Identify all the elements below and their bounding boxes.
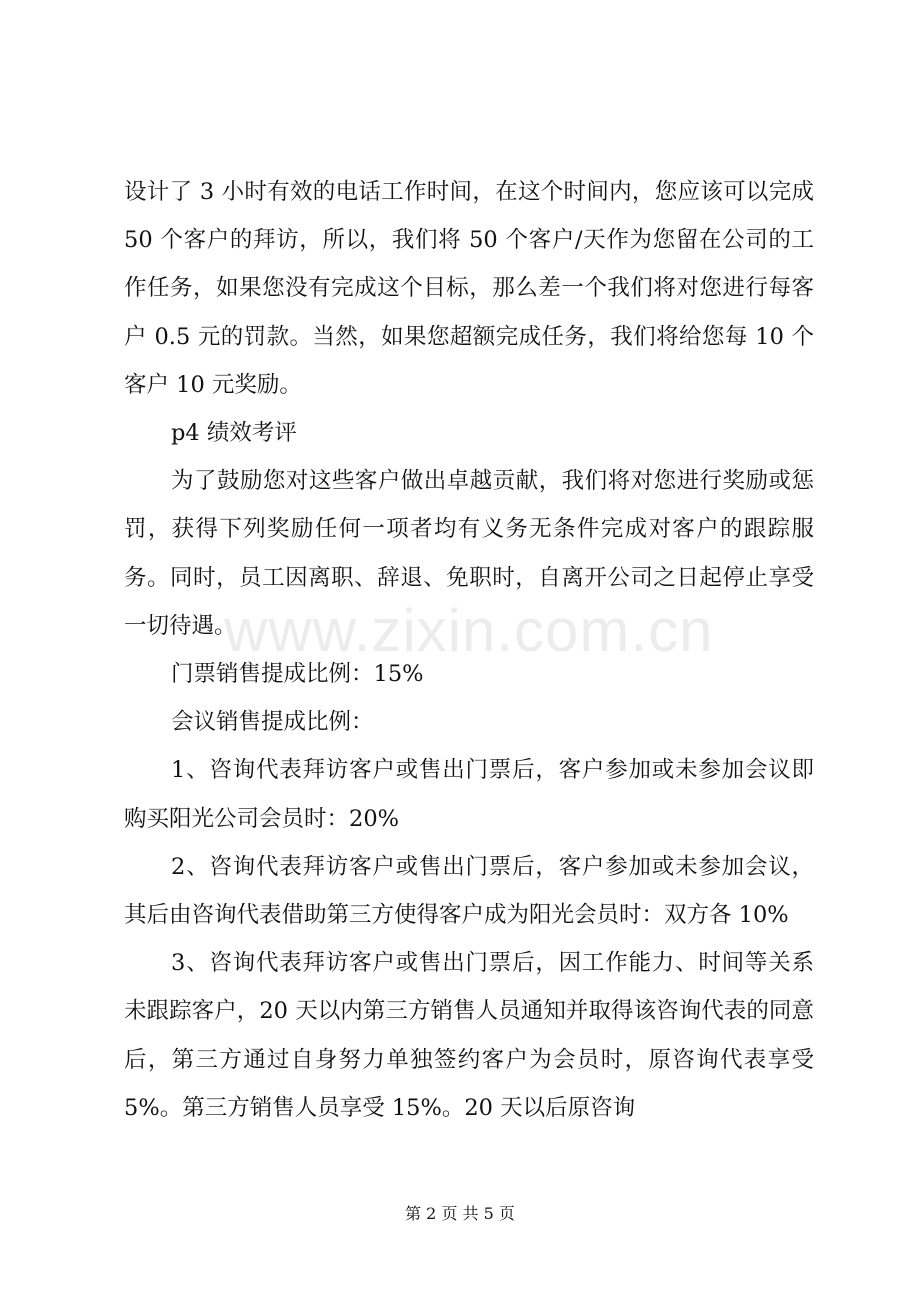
document-body (124, 168, 814, 1132)
list-item-1: 1、咨询代表拜访客户或售出门票后，客户参加或未参加会议即购买阳光公司会员时：20% (124, 757, 814, 832)
paragraph-reward-policy: 为了鼓励您对这些客户做出卓越贡献，我们将对您进行奖励或惩罚，获得下列奖励任何一项者均有义务无条件完成对客户的跟踪服务。同时，员工因离职、辞退、免职时，自离开公司之日起停止享受一切待遇。 (124, 468, 814, 639)
list-item-3: 3、咨询代表拜访客户或售出门票后，因工作能力、时间等关系未跟踪客户，20 天以内第三方销售人员通知并取得该咨询代表的同意后，第三方通过自身努力单独签约客户为会员时，原咨询代表享受 5%。第三方销售人员享受 15%。20 天以后原咨询 (124, 950, 814, 1121)
paragraph-meeting-commission: 会议销售提成比例： (171, 709, 374, 736)
list-item-2: 2、咨询代表拜访客户或售出门票后，客户参加或未参加会议，其后由咨询代表借助第三方使得客户成为阳光会员时：双方各 10% (124, 853, 814, 929)
section-heading-performance: p4 绩效考评 (171, 420, 297, 447)
paragraph-intro: 设计了 3 小时有效的电话工作时间，在这个时间内，您应该可以完成 50 个客户的拜访，所以，我们将 50 个客户/天作为您留在公司的工作任务，如果您没有完成这个目标，那么差一个我们将对您进行每客户 0.5 元的罚款。当然，如果您超额完成任务，我们将给您每 10 个客户 10 元奖励。 (124, 179, 814, 398)
paragraph-ticket-commission: 门票销售提成比例：15% (171, 661, 424, 688)
watermark: www.zixin.com.cn (224, 597, 714, 664)
page-footer: 第 2 页 共 5 页 (405, 1204, 515, 1223)
